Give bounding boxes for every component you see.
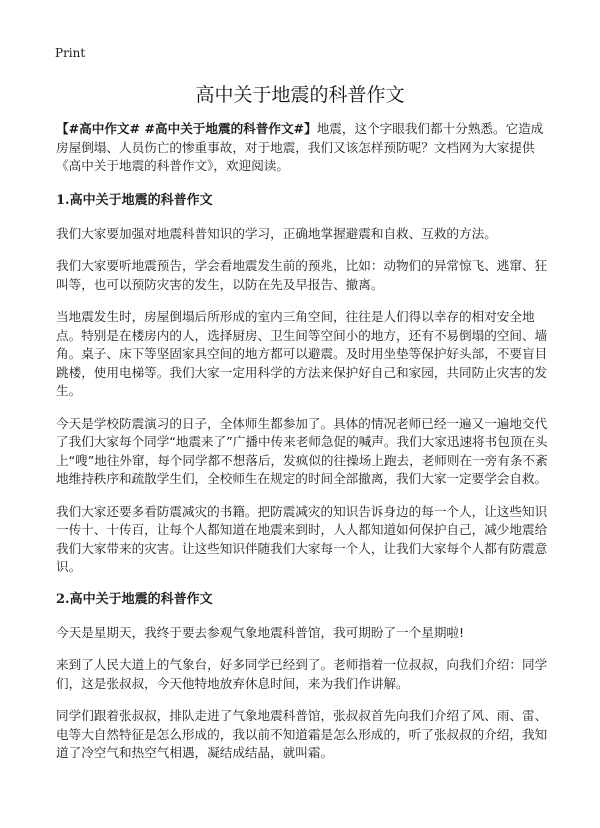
article-title: 高中关于地震的科普作文 — [195, 84, 405, 106]
section-2-paragraph-2: 来到了人民大道上的气象台，好多同学已经到了。老师指着一位叔叔，向我们介绍：同学们，这是张叔叔，今天他特地放弃休息时间，来为我们作讲解。 — [56, 657, 548, 691]
section-1-paragraph-5: 我们大家还要多看防震减灾的书籍。把防震减灾的知识告诉身边的每一个人，让这些知识一传十、十传百，让每个人都知道在地震来到时，人人都知道如何保护自己，减少地震给我们大家带来的灾害。让这些知识伴随我们大家每一个人，让我们大家每个人都有防震意识。 — [56, 503, 548, 574]
intro-text: 地震，这个字眼我们都十分熟悉。它造成房屋倒塌、人员伤亡的惨重事故，对于地震，我们又该怎样预防呢？文档网为大家提供《高中关于地震的科普作文》，欢迎阅读。 — [56, 121, 544, 173]
article-body — [56, 120, 548, 777]
section-1-paragraph-4: 今天是学校防震演习的日子，全体师生都参加了。具体的情况老师已经一遍又一遍地交代了我们大家每个同学“地震来了”广播中传来老师急促的喊声。我们大家迅速将书包顶在头上“嗖”地往外窜，每个同学都不想落后，发疯似的往操场上跑去，老师则在一旁有条不紊地维持秩序和疏散学生们，全校师生在规定的时间全部撤离，我们大家一定要学会自救。 — [56, 415, 548, 486]
section-1-paragraph-1: 我们大家要加强对地震科普知识的学习，正确地掌握避震和自救、互救的方法。 — [56, 225, 497, 241]
section-2-paragraph-1: 今天是星期天，我终于要去参观气象地震科普馆，我可期盼了一个星期啦! — [56, 624, 465, 640]
section-1-heading: 1.高中关于地震的科普作文 — [56, 192, 213, 208]
section-1-paragraph-3: 当地震发生时，房屋倒塌后所形成的室内三角空间，往往是人们得以幸存的相对安全地点。特别是在楼房内的人，选择厨房、卫生间等空间小的地方，还有不易倒塌的空间、墙角。桌子、床下等坚固家具空间的地方都可以避震。及时用坐垫等保护好头部，不要盲目跳楼，使用电梯等。我们大家一定用科学的方法来保护好自己和家园，共同防止灾害的发生。 — [56, 309, 548, 398]
article-intro — [56, 120, 548, 176]
section-1-paragraph-2: 我们大家要听地震预告，学会看地震发生前的预兆，比如：动物们的异常惊飞、逃窜、狂叫等，也可以预防灾害的发生，以防在先及早报告、撤离。 — [56, 258, 548, 292]
intro-tag: 【#高中作文# #高中关于地震的科普作文#】 — [56, 121, 317, 136]
section-2-heading: 2.高中关于地震的科普作文 — [56, 591, 213, 607]
section-2-paragraph-3: 同学们跟着张叔叔，排队走进了气象地震科普馆，张叔叔首先向我们介绍了风、雨、雷、电等大自然特征是怎么形成的，我以前不知道霜是怎么形成的，听了张叔叔的介绍，我知道了冷空气和热空气相遇，凝结成结晶，就叫霜。 — [56, 708, 548, 760]
print-link[interactable]: Print — [55, 46, 86, 60]
